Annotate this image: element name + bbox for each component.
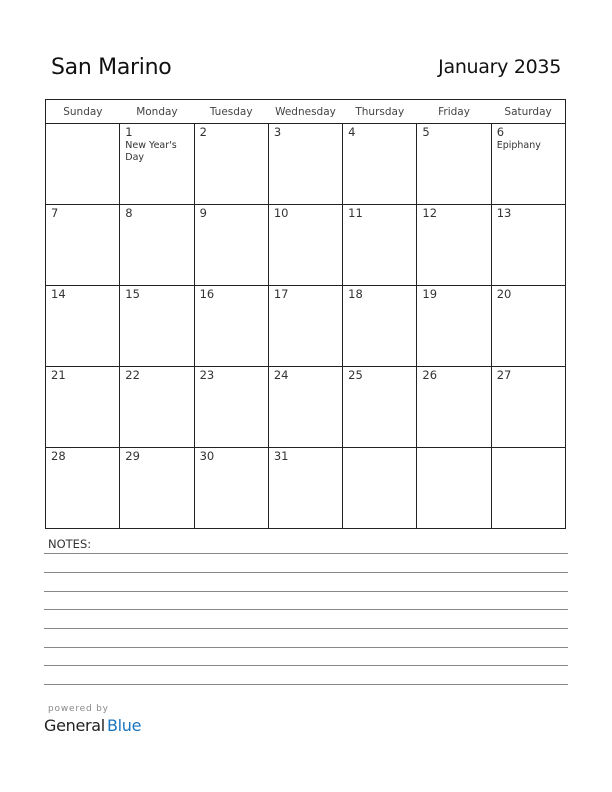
notes-line [44, 591, 568, 592]
generalblue-logo [44, 716, 141, 735]
weekday-thursday: Thursday [343, 100, 417, 124]
week-row [46, 205, 566, 286]
day-number: 31 [273, 449, 289, 463]
day-cell [120, 205, 194, 286]
day-number: 22 [125, 368, 140, 382]
day-number: 18 [348, 287, 363, 301]
day-number: 15 [125, 287, 140, 301]
notes-line [44, 647, 568, 648]
day-number: 6 [496, 125, 505, 139]
brand-blue: Blue [106, 716, 142, 735]
day-number: 25 [348, 368, 363, 382]
weekday-friday: Friday [417, 100, 491, 124]
day-cell [46, 286, 120, 367]
day-number: 30 [199, 449, 215, 463]
day-number: 16 [199, 287, 215, 301]
weekday-monday: Monday [120, 100, 194, 124]
weekday-saturday: Saturday [491, 100, 565, 124]
day-cell [343, 124, 417, 205]
notes-label: NOTES: [48, 537, 92, 551]
day-number: 5 [422, 125, 430, 139]
calendar-grid [45, 99, 566, 529]
day-number: 10 [273, 206, 289, 220]
month-year-title: January 2035 [438, 56, 561, 78]
notes-line [44, 684, 568, 685]
day-cell [491, 367, 565, 448]
day-cell [491, 286, 565, 367]
holiday-label: Epiphany [496, 140, 541, 151]
day-cell [268, 367, 342, 448]
day-cell [268, 124, 342, 205]
day-number: 7 [51, 206, 59, 220]
day-cell [194, 205, 268, 286]
day-number: 17 [273, 287, 289, 301]
powered-by-text: powered by [48, 704, 109, 714]
day-cell [268, 205, 342, 286]
day-cell [417, 367, 491, 448]
day-cell [120, 367, 194, 448]
weekday-header-row [46, 100, 566, 124]
notes-line [44, 572, 568, 573]
day-cell [343, 286, 417, 367]
day-number: 26 [422, 368, 438, 382]
day-number: 24 [273, 368, 289, 382]
day-cell [46, 124, 120, 205]
day-cell [417, 448, 491, 529]
day-cell [194, 367, 268, 448]
holiday-label: New Year's Day [125, 140, 177, 163]
day-number: 14 [51, 287, 66, 301]
weekday-tuesday: Tuesday [194, 100, 268, 124]
day-cell [417, 124, 491, 205]
notes-line [44, 665, 568, 666]
day-cell [120, 124, 194, 205]
day-number: 28 [51, 449, 66, 463]
day-cell [491, 124, 565, 205]
day-cell [194, 124, 268, 205]
day-cell [417, 286, 491, 367]
weekday-wednesday: Wednesday [268, 100, 342, 124]
day-number: 20 [496, 287, 512, 301]
day-cell [46, 205, 120, 286]
day-number: 27 [496, 368, 512, 382]
day-cell [491, 448, 565, 529]
day-number: 23 [199, 368, 215, 382]
day-number: 8 [125, 206, 133, 220]
notes-line [44, 553, 568, 554]
day-cell [343, 448, 417, 529]
week-row [46, 448, 566, 529]
notes-line [44, 628, 568, 629]
day-cell [194, 286, 268, 367]
country-title: San Marino [51, 55, 172, 80]
day-cell [343, 205, 417, 286]
day-number: 11 [348, 206, 363, 220]
day-cell [194, 448, 268, 529]
brand-general: General [44, 716, 105, 735]
day-number: 2 [199, 125, 207, 139]
weekday-sunday: Sunday [46, 100, 120, 124]
day-number: 29 [125, 449, 140, 463]
day-cell [268, 448, 342, 529]
day-cell [417, 205, 491, 286]
day-number: 3 [273, 125, 282, 139]
notes-line [44, 609, 568, 610]
day-cell [120, 448, 194, 529]
day-number: 21 [51, 368, 66, 382]
day-number: 12 [422, 206, 438, 220]
day-number: 9 [199, 206, 207, 220]
day-cell [46, 448, 120, 529]
day-cell [343, 367, 417, 448]
day-cell [120, 286, 194, 367]
day-number: 19 [422, 287, 438, 301]
week-row [46, 124, 566, 205]
day-cell [46, 367, 120, 448]
week-row [46, 367, 566, 448]
day-number: 1 [125, 125, 133, 139]
day-number: 4 [348, 125, 356, 139]
week-row [46, 286, 566, 367]
day-cell [491, 205, 565, 286]
day-cell [268, 286, 342, 367]
day-number: 13 [496, 206, 512, 220]
